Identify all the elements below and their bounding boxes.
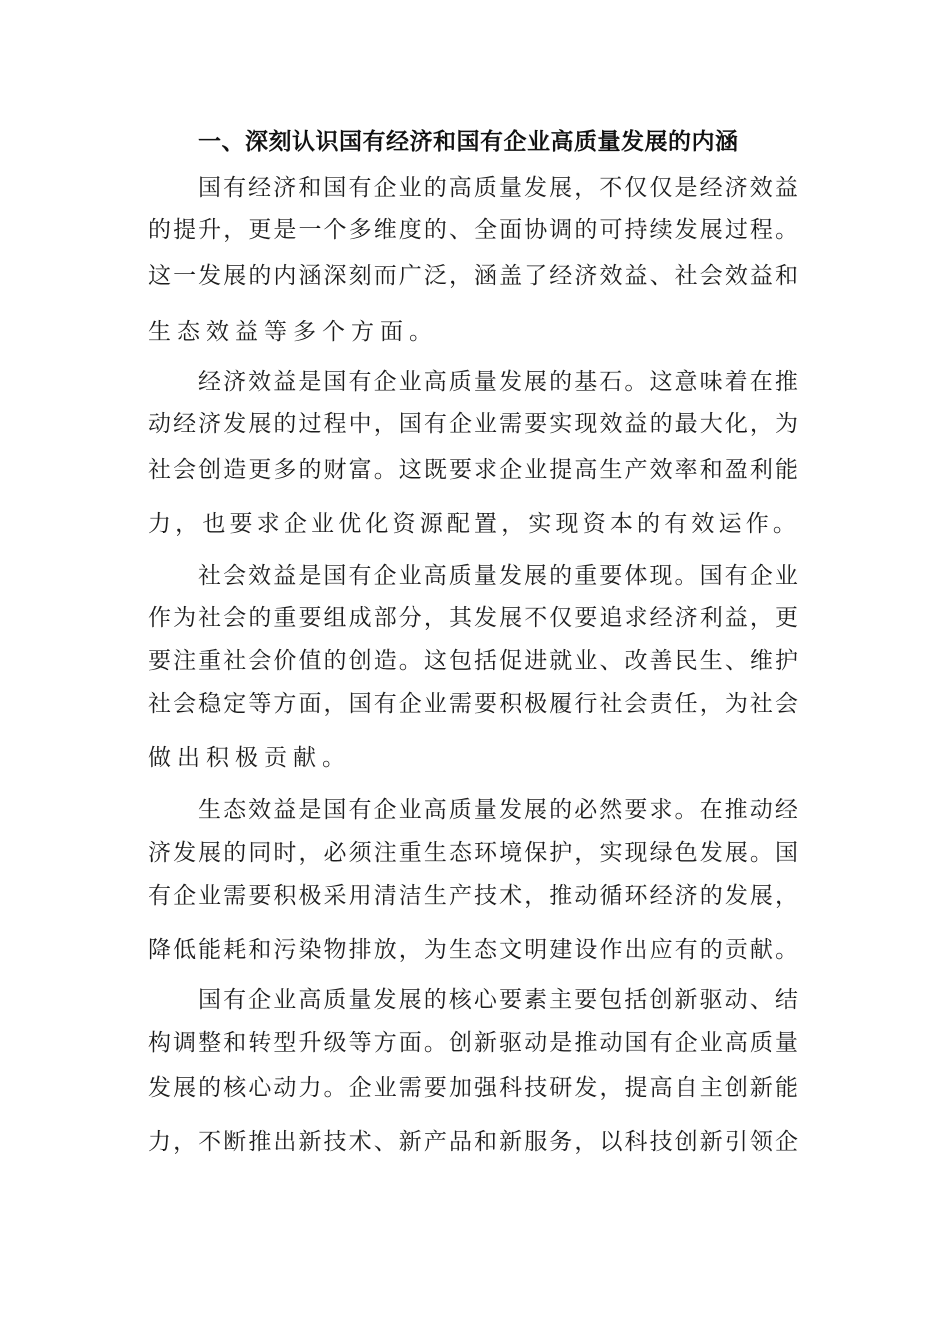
paragraph-3-line-1: 社会效益是国有企业高质量发展的重要体现。国有企业 (198, 563, 800, 589)
paragraph-5-line-2: 构调整和转型升级等方面。创新驱动是推动国有企业高质量 (148, 1030, 801, 1056)
paragraph-4-line-4: 降低能耗和污染物排放，为生态文明建设作出应有的贡献。 (148, 937, 801, 963)
section-heading: 一、深刻认识国有经济和国有企业高质量发展的内涵 (198, 129, 739, 155)
paragraph-1-line-3: 这一发展的内涵深刻而广泛，涵盖了经济效益、社会效益和 (148, 263, 801, 289)
paragraph-1-line-2: 的提升，更是一个多维度的、全面协调的可持续发展过程。 (148, 217, 801, 243)
paragraph-2-line-3: 社会创造更多的财富。这既要求企业提高生产效率和盈利能 (148, 457, 801, 483)
paragraph-3-line-2: 作为社会的重要组成部分，其发展不仅要追求经济利益，更 (148, 605, 801, 631)
paragraph-2-line-2: 动经济发展的过程中，国有企业需要实现效益的最大化，为 (148, 411, 801, 437)
paragraph-1-line-4: 生态效益等多个方面。 (148, 319, 438, 345)
paragraph-4-line-2: 济发展的同时，必须注重生态环境保护，实现绿色发展。国 (148, 840, 801, 866)
paragraph-3-line-4: 社会稳定等方面，国有企业需要积极履行社会责任，为社会 (148, 691, 801, 717)
paragraph-2-line-4: 力，也要求企业优化资源配置，实现资本的有效运作。 (148, 511, 801, 537)
paragraph-2-line-1: 经济效益是国有企业高质量发展的基石。这意味着在推 (198, 369, 800, 395)
paragraph-4-line-3: 有企业需要积极采用清洁生产技术，推动循环经济的发展， (148, 883, 801, 909)
paragraph-3-line-5: 做出积极贡献。 (148, 745, 351, 771)
paragraph-3-line-3: 要注重社会价值的创造。这包括促进就业、改善民生、维护 (148, 648, 801, 674)
paragraph-1-line-1: 国有经济和国有企业的高质量发展，不仅仅是经济效益 (198, 175, 800, 201)
paragraph-5-line-1: 国有企业高质量发展的核心要素主要包括创新驱动、结 (198, 987, 800, 1013)
paragraph-5-line-4: 力，不断推出新技术、新产品和新服务，以科技创新引领企 (148, 1129, 801, 1155)
paragraph-5-line-3: 发展的核心动力。企业需要加强科技研发，提高自主创新能 (148, 1075, 801, 1101)
paragraph-4-line-1: 生态效益是国有企业高质量发展的必然要求。在推动经 (198, 797, 800, 823)
